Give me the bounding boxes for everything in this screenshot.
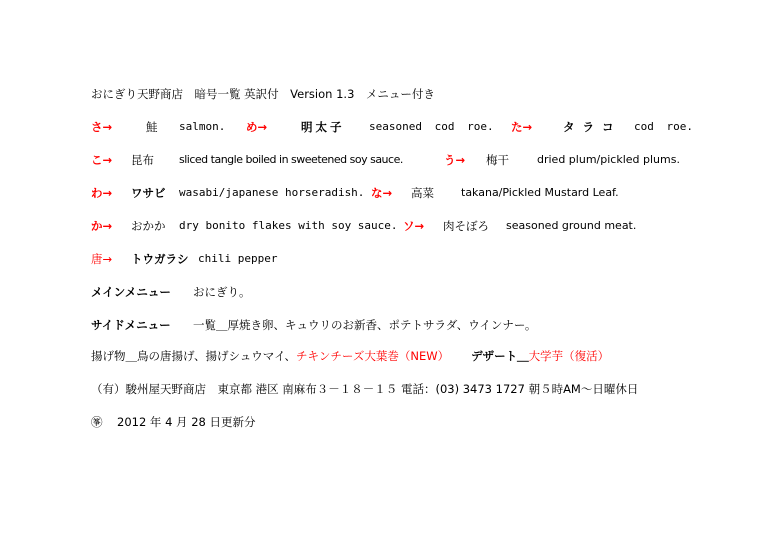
fried-menu-line [91, 348, 609, 364]
company-info [91, 381, 638, 397]
code-jp: おかか [131, 219, 166, 233]
code-jp: ワサビ [131, 186, 166, 200]
code-en: dried plum/pickled plums. [537, 153, 680, 166]
code-jp: 明太子 [301, 120, 345, 134]
code-en: chili pepper [198, 252, 278, 265]
document-title [91, 86, 435, 102]
dessert-label: デザート＿ [471, 349, 529, 363]
update-mark: ㉇ [91, 415, 103, 429]
code-jp: 高菜 [411, 186, 434, 200]
code-en: seasoned ground meat. [506, 219, 637, 232]
fried-label: 揚げ物＿鳥の唐揚げ、揚げシュウマイ、 [91, 349, 297, 363]
code-jp: 肉そぼろ [443, 219, 489, 233]
code-key: な→ [371, 186, 393, 200]
main-menu-value: おにぎり。 [193, 285, 251, 299]
code-key: 唐→ [91, 252, 113, 266]
main-menu-label: メインメニュー [91, 285, 171, 299]
code-en: dry bonito flakes with soy sauce. [179, 219, 398, 232]
dessert-item: 大学芋（復活） [528, 349, 610, 363]
code-key: う→ [444, 153, 466, 167]
code-key: さ→ [91, 120, 113, 134]
company-text: （有）駿州屋天野商店 東京都 港区 南麻布３－１８－１５ 電話：(03) 3473 1727 朝５時AM～日曜休日 [91, 382, 639, 396]
code-key: ソ→ [403, 219, 425, 233]
code-jp: 昆布 [131, 153, 154, 167]
code-en: seasoned cod roe. [369, 120, 494, 133]
side-menu-value: 一覧＿厚焼き卵、キュウリのお新香、ポテトサラダ、ウインナー。 [193, 318, 537, 332]
code-jp: 鮭 [146, 120, 158, 134]
code-key: め→ [246, 120, 268, 134]
code-jp: トウガラシ [131, 252, 189, 266]
code-key: こ→ [91, 153, 113, 167]
title-text: おにぎり天野商店 暗号一覧 英訳付 Version 1.3 メニュー付き [91, 87, 435, 101]
code-en: takana/Pickled Mustard Leaf. [461, 186, 619, 199]
fried-new-item: チキンチーズ大葉巻（NEW） [296, 349, 450, 363]
code-key: わ→ [91, 186, 113, 200]
code-en: wasabi/japanese horseradish. [179, 186, 365, 199]
update-text: 2012 年 4 月 28 日更新分 [117, 415, 256, 429]
code-en: cod roe. [634, 120, 693, 133]
code-key: か→ [91, 219, 113, 233]
code-jp: タラコ [563, 120, 622, 134]
code-jp: 梅干 [486, 153, 509, 167]
code-key: た→ [511, 120, 533, 134]
code-en: salmon. [179, 120, 226, 133]
code-en: sliced tangle boiled in sweetened soy sauce. [179, 153, 403, 166]
side-menu-label: サイドメニュー [91, 318, 171, 332]
